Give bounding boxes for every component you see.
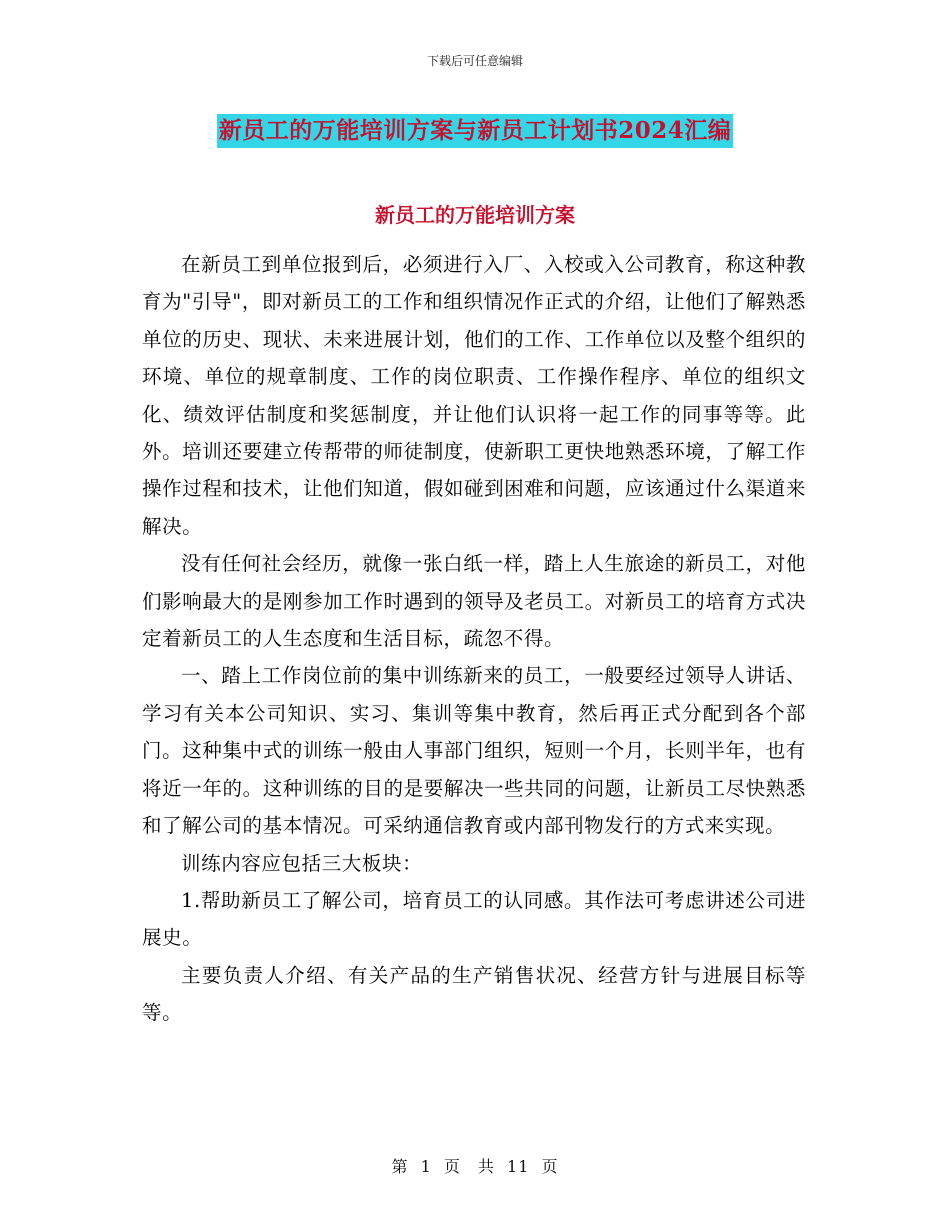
- page-total: 11: [507, 1157, 530, 1176]
- document-body: [142, 246, 806, 1032]
- paragraph-6: 主要负责人介绍、有关产品的生产销售状况、经营方针与进展目标等等。: [142, 963, 806, 1025]
- page-footer: [0, 1154, 950, 1177]
- paragraph-2: 没有任何社会经历，就像一张白纸一样，踏上人生旅途的新员工，对他们影响最大的是刚参加工作时遇到的领导及老员工。对新员工的培育方式决定着新员工的人生态度和生活目标，疏忽不得。: [142, 552, 806, 651]
- document-title: 新员工的万能培训方案与新员工计划书2024汇编: [217, 114, 734, 148]
- page-label-suffix: 页: [541, 1157, 559, 1176]
- paragraph-4: 训练内容应包括三大板块：: [181, 851, 423, 875]
- paragraph-5: 1.帮助新员工了解公司，培育员工的认同感。其作法可考虑讲述公司进展史。: [142, 888, 806, 950]
- section-title: 新员工的万能培训方案: [375, 203, 575, 227]
- document-title-wrapper: [0, 114, 950, 148]
- page-label-prefix: 第: [391, 1157, 409, 1176]
- paragraph-3: 一、踏上工作岗位前的集中训练新来的员工，一般要经过领导人讲话、学习有关本公司知识、实习、集训等集中教育，然后再正式分配到各个部门。这种集中式的训练一般由人事部门组织，短则一个月，长则半年，也有将近一年的。这种训练的目的是要解决一些共同的问题，让新员工尽快熟悉和了解公司的基本情况。可采纳通信教育或内部刊物发行的方式来实现。: [142, 664, 806, 838]
- page-number: 1: [420, 1157, 432, 1176]
- paragraph-1: 在新员工到单位报到后，必须进行入厂、入校或入公司教育，称这种教育为"引导"，即对新员工的工作和组织情况作正式的介绍，让他们了解熟悉单位的历史、现状、未来进展计划，他们的工作、工作单位以及整个组织的环境、单位的规章制度、工作的岗位职责、工作操作程序、单位的组织文化、绩效评估制度和奖惩制度，并让他们认识将一起工作的同事等等。此外。培训还要建立传帮带的师徒制度，使新职工更快地熟悉环境，了解工作操作过程和技术，让他们知道，假如碰到困难和问题，应该通过什么渠道来解决。: [142, 253, 806, 538]
- header-note: 下载后可任意编辑: [426, 54, 523, 68]
- page-label-mid: 页 共: [443, 1157, 495, 1176]
